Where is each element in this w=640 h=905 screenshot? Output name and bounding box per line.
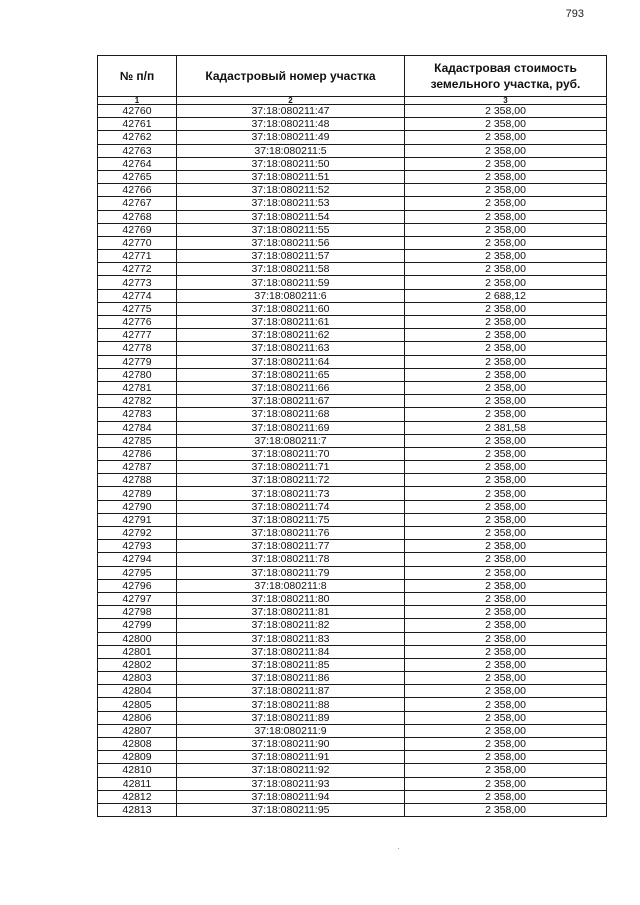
cadastral-number-cell: 37:18:080211:74 xyxy=(177,500,405,513)
table-row xyxy=(98,447,607,460)
cadastral-number-cell: 37:18:080211:57 xyxy=(177,250,405,263)
table-row xyxy=(98,434,607,447)
cadastral-number-cell: 37:18:080211:91 xyxy=(177,751,405,764)
cadastral-value-cell: 2 358,00 xyxy=(405,711,607,724)
row-number-cell: 42799 xyxy=(98,619,177,632)
cadastral-value-cell: 2 358,00 xyxy=(405,685,607,698)
table-row xyxy=(98,105,607,118)
table-row xyxy=(98,487,607,500)
cadastral-number-cell: 37:18:080211:92 xyxy=(177,764,405,777)
table-row xyxy=(98,751,607,764)
cadastral-value-cell: 2 358,00 xyxy=(405,276,607,289)
header-cadastral-value: Кадастровая стоимость земельного участка, руб. xyxy=(405,56,607,97)
cadastral-number-cell: 37:18:080211:68 xyxy=(177,408,405,421)
row-number-cell: 42813 xyxy=(98,803,177,816)
row-number-cell: 42763 xyxy=(98,144,177,157)
cadastral-number-cell: 37:18:080211:75 xyxy=(177,513,405,526)
cadastral-value-cell: 2 358,00 xyxy=(405,447,607,460)
row-number-cell: 42804 xyxy=(98,685,177,698)
cadastral-number-cell: 37:18:080211:56 xyxy=(177,236,405,249)
cadastral-number-cell: 37:18:080211:60 xyxy=(177,302,405,315)
row-number-cell: 42806 xyxy=(98,711,177,724)
table-row xyxy=(98,329,607,342)
cadastral-number-cell: 37:18:080211:88 xyxy=(177,698,405,711)
cadastral-value-cell: 2 688,12 xyxy=(405,289,607,302)
row-number-cell: 42812 xyxy=(98,790,177,803)
row-number-cell: 42805 xyxy=(98,698,177,711)
table-row xyxy=(98,381,607,394)
scan-speck xyxy=(398,848,399,849)
row-number-cell: 42775 xyxy=(98,302,177,315)
table-header-row xyxy=(98,56,607,97)
cadastral-number-cell: 37:18:080211:55 xyxy=(177,223,405,236)
cadastral-value-cell: 2 358,00 xyxy=(405,434,607,447)
table-row xyxy=(98,276,607,289)
table-row xyxy=(98,368,607,381)
table-row xyxy=(98,131,607,144)
row-number-cell: 42807 xyxy=(98,724,177,737)
row-number-cell: 42803 xyxy=(98,672,177,685)
cadastral-value-cell: 2 358,00 xyxy=(405,487,607,500)
table-row xyxy=(98,250,607,263)
cadastral-value-cell: 2 358,00 xyxy=(405,223,607,236)
row-number-cell: 42769 xyxy=(98,223,177,236)
row-number-cell: 42792 xyxy=(98,527,177,540)
cadastral-number-cell: 37:18:080211:70 xyxy=(177,447,405,460)
row-number-cell: 42772 xyxy=(98,263,177,276)
cadastral-value-cell: 2 358,00 xyxy=(405,408,607,421)
cadastral-number-cell: 37:18:080211:71 xyxy=(177,461,405,474)
table-row xyxy=(98,553,607,566)
column-number-row xyxy=(98,97,607,105)
row-number-cell: 42788 xyxy=(98,474,177,487)
table-row xyxy=(98,685,607,698)
row-number-cell: 42796 xyxy=(98,579,177,592)
table-row xyxy=(98,355,607,368)
cadastral-number-cell: 37:18:080211:9 xyxy=(177,724,405,737)
cadastral-number-cell: 37:18:080211:77 xyxy=(177,540,405,553)
table-row xyxy=(98,540,607,553)
table-body xyxy=(98,105,607,817)
row-number-cell: 42789 xyxy=(98,487,177,500)
cadastral-value-cell: 2 358,00 xyxy=(405,236,607,249)
table-row xyxy=(98,632,607,645)
row-number-cell: 42762 xyxy=(98,131,177,144)
cadastral-number-cell: 37:18:080211:76 xyxy=(177,527,405,540)
cadastral-value-cell: 2 358,00 xyxy=(405,355,607,368)
cadastral-number-cell: 37:18:080211:8 xyxy=(177,579,405,592)
cadastral-value-cell: 2 358,00 xyxy=(405,250,607,263)
row-number-cell: 42773 xyxy=(98,276,177,289)
cadastral-number-cell: 37:18:080211:64 xyxy=(177,355,405,368)
page-number: 793 xyxy=(565,8,584,20)
table-row xyxy=(98,658,607,671)
table-row xyxy=(98,803,607,816)
cadastral-number-cell: 37:18:080211:95 xyxy=(177,803,405,816)
row-number-cell: 42790 xyxy=(98,500,177,513)
cadastral-value-cell: 2 358,00 xyxy=(405,553,607,566)
cadastral-value-cell: 2 358,00 xyxy=(405,197,607,210)
cadastral-value-cell: 2 358,00 xyxy=(405,342,607,355)
cadastral-value-cell: 2 358,00 xyxy=(405,395,607,408)
table-row xyxy=(98,144,607,157)
cadastral-number-cell: 37:18:080211:72 xyxy=(177,474,405,487)
row-number-cell: 42783 xyxy=(98,408,177,421)
cadastral-number-cell: 37:18:080211:81 xyxy=(177,606,405,619)
cadastral-number-cell: 37:18:080211:87 xyxy=(177,685,405,698)
row-number-cell: 42767 xyxy=(98,197,177,210)
table-row xyxy=(98,302,607,315)
cadastral-value-cell: 2 358,00 xyxy=(405,724,607,737)
row-number-cell: 42766 xyxy=(98,184,177,197)
row-number-cell: 42794 xyxy=(98,553,177,566)
cadastral-number-cell: 37:18:080211:59 xyxy=(177,276,405,289)
cadastral-number-cell: 37:18:080211:94 xyxy=(177,790,405,803)
column-number-2: 2 xyxy=(177,97,405,105)
cadastral-value-cell: 2 358,00 xyxy=(405,606,607,619)
cadastral-value-cell: 2 358,00 xyxy=(405,118,607,131)
row-number-cell: 42795 xyxy=(98,566,177,579)
cadastral-value-cell: 2 358,00 xyxy=(405,803,607,816)
row-number-cell: 42761 xyxy=(98,118,177,131)
cadastral-value-cell: 2 358,00 xyxy=(405,540,607,553)
row-number-cell: 42793 xyxy=(98,540,177,553)
row-number-cell: 42768 xyxy=(98,210,177,223)
table-row xyxy=(98,619,607,632)
cadastral-number-cell: 37:18:080211:85 xyxy=(177,658,405,671)
table-row xyxy=(98,157,607,170)
cadastral-number-cell: 37:18:080211:93 xyxy=(177,777,405,790)
row-number-cell: 42765 xyxy=(98,170,177,183)
row-number-cell: 42810 xyxy=(98,764,177,777)
table-row xyxy=(98,513,607,526)
table-row xyxy=(98,579,607,592)
cadastral-number-cell: 37:18:080211:73 xyxy=(177,487,405,500)
row-number-cell: 42776 xyxy=(98,316,177,329)
cadastral-number-cell: 37:18:080211:52 xyxy=(177,184,405,197)
cadastral-number-cell: 37:18:080211:51 xyxy=(177,170,405,183)
cadastral-value-cell: 2 358,00 xyxy=(405,658,607,671)
cadastral-value-cell: 2 358,00 xyxy=(405,645,607,658)
row-number-cell: 42774 xyxy=(98,289,177,302)
cadastral-number-cell: 37:18:080211:83 xyxy=(177,632,405,645)
row-number-cell: 42760 xyxy=(98,105,177,118)
cadastral-number-cell: 37:18:080211:49 xyxy=(177,131,405,144)
table-row xyxy=(98,790,607,803)
table-row xyxy=(98,606,607,619)
cadastral-value-cell: 2 358,00 xyxy=(405,632,607,645)
row-number-cell: 42800 xyxy=(98,632,177,645)
row-number-cell: 42778 xyxy=(98,342,177,355)
cadastral-value-cell: 2 358,00 xyxy=(405,210,607,223)
cadastral-number-cell: 37:18:080211:50 xyxy=(177,157,405,170)
table-row xyxy=(98,421,607,434)
header-cadastral-number: Кадастровый номер участка xyxy=(177,56,405,97)
row-number-cell: 42784 xyxy=(98,421,177,434)
cadastral-value-cell: 2 358,00 xyxy=(405,105,607,118)
cadastral-number-cell: 37:18:080211:67 xyxy=(177,395,405,408)
cadastral-value-cell: 2 358,00 xyxy=(405,170,607,183)
cadastral-number-cell: 37:18:080211:54 xyxy=(177,210,405,223)
row-number-cell: 42798 xyxy=(98,606,177,619)
cadastral-value-cell: 2 358,00 xyxy=(405,672,607,685)
cadastral-value-cell: 2 358,00 xyxy=(405,131,607,144)
table-row xyxy=(98,500,607,513)
cadastral-value-cell: 2 358,00 xyxy=(405,302,607,315)
cadastral-number-cell: 37:18:080211:5 xyxy=(177,144,405,157)
table-row xyxy=(98,184,607,197)
cadastral-value-cell: 2 358,00 xyxy=(405,329,607,342)
row-number-cell: 42809 xyxy=(98,751,177,764)
table-row xyxy=(98,263,607,276)
cadastral-value-cell: 2 358,00 xyxy=(405,157,607,170)
table-row xyxy=(98,592,607,605)
cadastral-value-cell: 2 358,00 xyxy=(405,566,607,579)
cadastral-number-cell: 37:18:080211:78 xyxy=(177,553,405,566)
cadastral-value-cell: 2 358,00 xyxy=(405,474,607,487)
cadastral-number-cell: 37:18:080211:61 xyxy=(177,316,405,329)
row-number-cell: 42781 xyxy=(98,381,177,394)
row-number-cell: 42779 xyxy=(98,355,177,368)
cadastral-value-cell: 2 381,58 xyxy=(405,421,607,434)
cadastral-value-cell: 2 358,00 xyxy=(405,619,607,632)
cadastral-value-cell: 2 358,00 xyxy=(405,790,607,803)
column-number-1: 1 xyxy=(98,97,177,105)
table-row xyxy=(98,724,607,737)
row-number-cell: 42802 xyxy=(98,658,177,671)
table-row xyxy=(98,698,607,711)
cadastral-value-cell: 2 358,00 xyxy=(405,764,607,777)
table-row xyxy=(98,342,607,355)
row-number-cell: 42797 xyxy=(98,592,177,605)
table-row xyxy=(98,223,607,236)
cadastral-number-cell: 37:18:080211:53 xyxy=(177,197,405,210)
cadastral-value-cell: 2 358,00 xyxy=(405,500,607,513)
table-row xyxy=(98,777,607,790)
cadastral-value-cell: 2 358,00 xyxy=(405,698,607,711)
table-row xyxy=(98,395,607,408)
cadastral-value-cell: 2 358,00 xyxy=(405,738,607,751)
cadastral-value-cell: 2 358,00 xyxy=(405,263,607,276)
cadastral-value-cell: 2 358,00 xyxy=(405,513,607,526)
cadastral-number-cell: 37:18:080211:7 xyxy=(177,434,405,447)
table-row xyxy=(98,645,607,658)
cadastral-number-cell: 37:18:080211:84 xyxy=(177,645,405,658)
row-number-cell: 42787 xyxy=(98,461,177,474)
cadastral-value-cell: 2 358,00 xyxy=(405,579,607,592)
row-number-cell: 42771 xyxy=(98,250,177,263)
row-number-cell: 42811 xyxy=(98,777,177,790)
cadastral-number-cell: 37:18:080211:47 xyxy=(177,105,405,118)
table-row xyxy=(98,408,607,421)
table-row xyxy=(98,170,607,183)
table-row xyxy=(98,527,607,540)
cadastral-number-cell: 37:18:080211:69 xyxy=(177,421,405,434)
cadastral-value-cell: 2 358,00 xyxy=(405,184,607,197)
table-row xyxy=(98,210,607,223)
cadastral-value-cell: 2 358,00 xyxy=(405,381,607,394)
cadastral-value-cell: 2 358,00 xyxy=(405,592,607,605)
row-number-cell: 42782 xyxy=(98,395,177,408)
cadastral-number-cell: 37:18:080211:82 xyxy=(177,619,405,632)
cadastral-number-cell: 37:18:080211:86 xyxy=(177,672,405,685)
cadastral-number-cell: 37:18:080211:6 xyxy=(177,289,405,302)
cadastral-number-cell: 37:18:080211:48 xyxy=(177,118,405,131)
table-row xyxy=(98,461,607,474)
table-row xyxy=(98,764,607,777)
row-number-cell: 42777 xyxy=(98,329,177,342)
cadastral-number-cell: 37:18:080211:62 xyxy=(177,329,405,342)
cadastral-number-cell: 37:18:080211:63 xyxy=(177,342,405,355)
column-number-3: 3 xyxy=(405,97,607,105)
table-row xyxy=(98,474,607,487)
cadastral-value-cell: 2 358,00 xyxy=(405,751,607,764)
row-number-cell: 42801 xyxy=(98,645,177,658)
cadastral-value-cell: 2 358,00 xyxy=(405,461,607,474)
row-number-cell: 42785 xyxy=(98,434,177,447)
cadastral-number-cell: 37:18:080211:80 xyxy=(177,592,405,605)
row-number-cell: 42764 xyxy=(98,157,177,170)
header-row-number: № п/п xyxy=(98,56,177,97)
row-number-cell: 42791 xyxy=(98,513,177,526)
row-number-cell: 42770 xyxy=(98,236,177,249)
cadastral-value-cell: 2 358,00 xyxy=(405,527,607,540)
cadastral-value-cell: 2 358,00 xyxy=(405,777,607,790)
table-row xyxy=(98,672,607,685)
cadastral-number-cell: 37:18:080211:65 xyxy=(177,368,405,381)
table-row xyxy=(98,711,607,724)
row-number-cell: 42808 xyxy=(98,738,177,751)
table-row xyxy=(98,738,607,751)
cadastral-number-cell: 37:18:080211:79 xyxy=(177,566,405,579)
table-row xyxy=(98,289,607,302)
row-number-cell: 42786 xyxy=(98,447,177,460)
row-number-cell: 42780 xyxy=(98,368,177,381)
table-row xyxy=(98,566,607,579)
table-row xyxy=(98,236,607,249)
table-row xyxy=(98,316,607,329)
cadastral-number-cell: 37:18:080211:66 xyxy=(177,381,405,394)
cadastral-value-cell: 2 358,00 xyxy=(405,144,607,157)
cadastral-value-cell: 2 358,00 xyxy=(405,316,607,329)
cadastral-number-cell: 37:18:080211:89 xyxy=(177,711,405,724)
table-row xyxy=(98,197,607,210)
cadastral-number-cell: 37:18:080211:58 xyxy=(177,263,405,276)
cadastral-value-cell: 2 358,00 xyxy=(405,368,607,381)
cadastral-number-cell: 37:18:080211:90 xyxy=(177,738,405,751)
table-row xyxy=(98,118,607,131)
cadastral-value-table xyxy=(97,55,607,817)
